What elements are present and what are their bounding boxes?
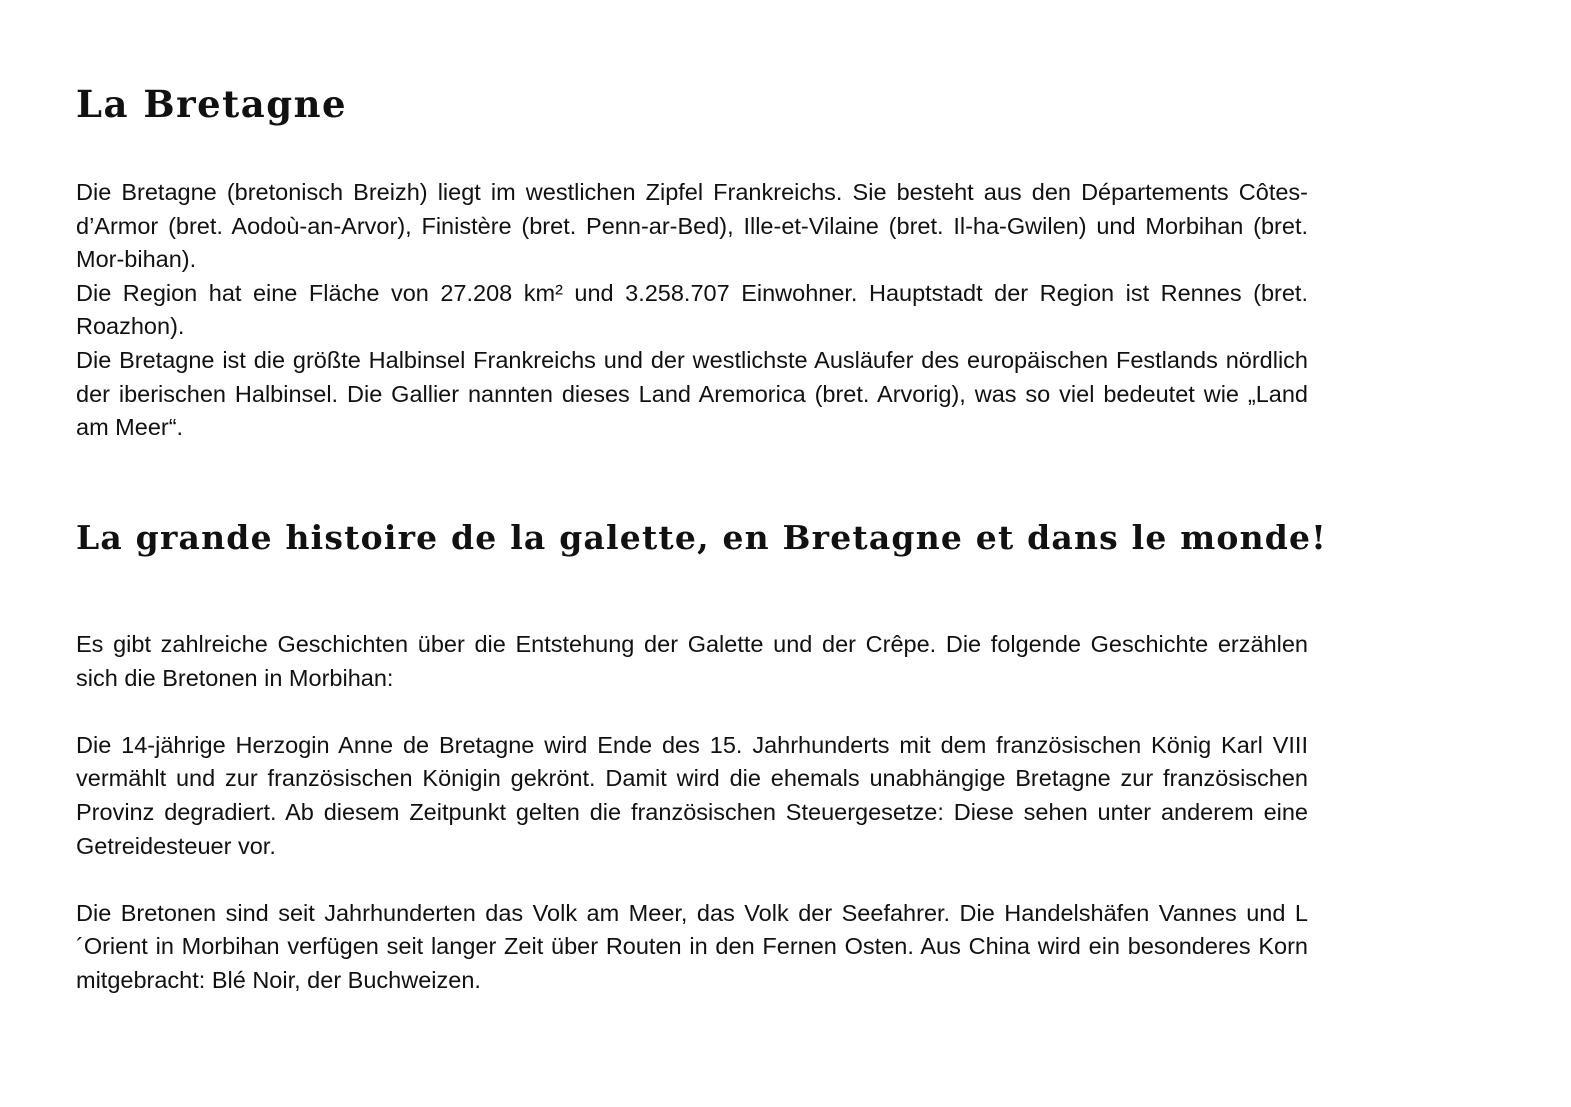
paragraph-halbinsel: Die Bretagne ist die größte Halbinsel Frankreichs und der westlichste Ausläufer des europäischen Festlands nördlich der iberischen Halbinsel. Die Gallier nannten dieses Land Aremorica (bret. Arvorig), was so viel bedeutet wie „Land am Meer“.	[76, 346, 1308, 441]
paragraph-spacer	[76, 863, 1308, 897]
paragraph-departements: Die Bretagne (bretonisch Breizh) liegt im westlichen Zipfel Frankreichs. Sie besteht aus den Départements Côtes-d’Armor (bret. Aodoù-an-Arvor), Finistère (bret. Penn-ar-Bed), Ille-et-Vilaine (bret. Il-ha-Gwilen) und Morbihan (bret. Mor-bihan).	[76, 179, 1308, 273]
galette-story-block	[76, 628, 1308, 998]
paragraph-anne-de-bretagne: Die 14-jährige Herzogin Anne de Bretagne wird Ende des 15. Jahrhunderts mit dem französischen König Karl VIII vermählt und zur französischen Königin gekrönt. Damit wird die ehemals unabhängige Bretagne zur französischen Provinz degradiert. Ab diesem Zeitpunkt gelten die französischen Steuergesetze: Diese sehen unter anderem eine Getreidesteuer vor.	[76, 731, 1308, 859]
paragraph-spacer	[76, 695, 1308, 729]
document-page	[76, 0, 1327, 1107]
paragraph-seefahrer: Die Bretonen sind seit Jahrhunderten das Volk am Meer, das Volk der Seefahrer. Die Handelshäfen Vannes und L´Orient in Morbihan verfügen seit langer Zeit über Routen in den Fernen Osten. Aus China wird ein besonderes Korn mitgebracht: Blé Noir, der Buchweizen.	[76, 899, 1308, 993]
paragraph-geschichten: Es gibt zahlreiche Geschichten über die Entstehung der Galette und der Crêpe. Die folgende Geschichte erzählen sich die Bretonen in Morbihan:	[76, 631, 1308, 691]
paragraph-region: Die Region hat eine Fläche von 27.208 km² und 3.258.707 Einwohner. Hauptstadt der Region ist Rennes (bret. Roazhon).	[76, 279, 1308, 340]
intro-text-block	[76, 176, 1308, 445]
section-title-galette: La grande histoire de la galette, en Bretagne et dans le monde!	[76, 518, 1327, 557]
section-title-bretagne: La Bretagne	[76, 82, 348, 126]
